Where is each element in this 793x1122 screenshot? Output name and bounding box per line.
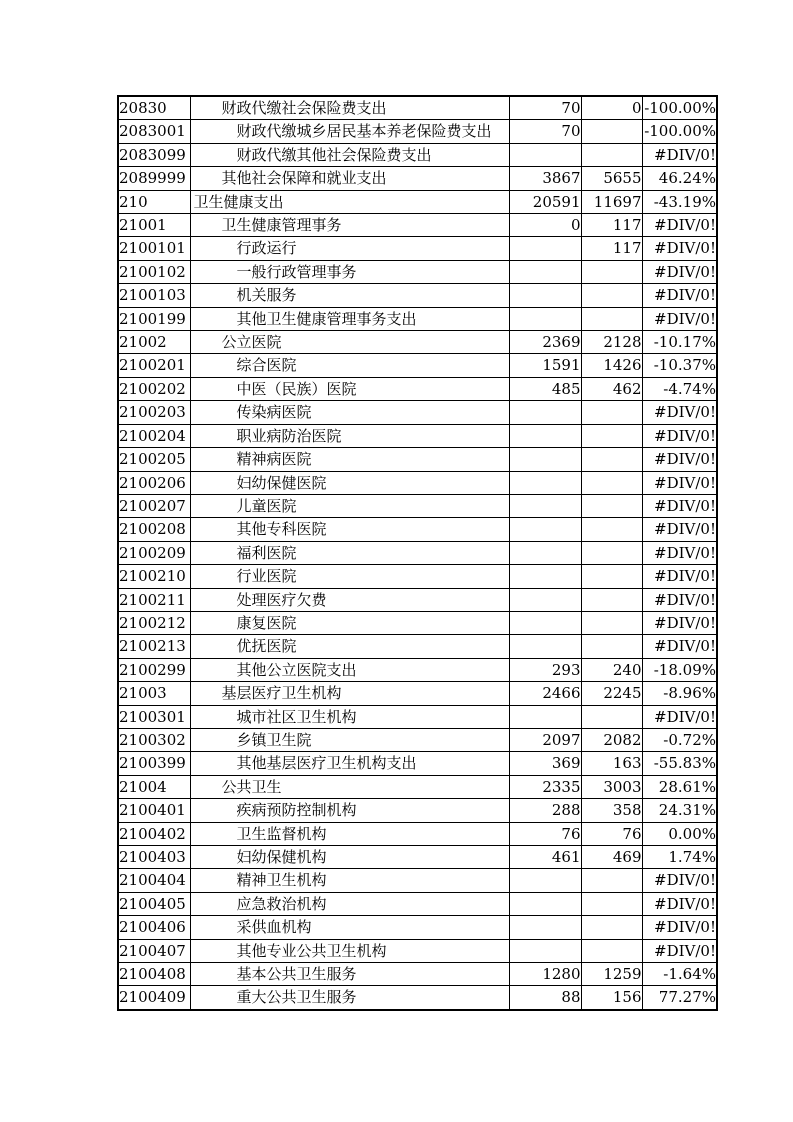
value-col2-cell — [581, 120, 642, 143]
name-cell: 职业病防治医院 — [190, 424, 509, 447]
name-cell: 福利医院 — [190, 541, 509, 564]
value-col1-cell: 70 — [509, 96, 581, 120]
table-row — [118, 190, 717, 213]
value-col2-cell: 1259 — [581, 963, 642, 986]
name-cell: 妇幼保健机构 — [190, 846, 509, 869]
change-pct-cell: #DIV/0! — [642, 494, 717, 517]
code-cell: 2100403 — [118, 846, 190, 869]
value-col1-cell: 88 — [509, 986, 581, 1010]
name-cell: 行政运行 — [190, 237, 509, 260]
budget-table — [117, 95, 718, 1011]
value-col1-cell — [509, 916, 581, 939]
code-cell: 21003 — [118, 682, 190, 705]
table-row — [118, 120, 717, 143]
code-cell: 2100406 — [118, 916, 190, 939]
change-pct-cell: -8.96% — [642, 682, 717, 705]
value-col1-cell — [509, 892, 581, 915]
table-row — [118, 728, 717, 751]
table-row — [118, 354, 717, 377]
change-pct-cell: #DIV/0! — [642, 869, 717, 892]
name-cell: 卫生健康管理事务 — [190, 214, 509, 237]
name-cell: 重大公共卫生服务 — [190, 986, 509, 1010]
value-col2-cell — [581, 424, 642, 447]
value-col1-cell — [509, 284, 581, 307]
value-col2-cell — [581, 588, 642, 611]
code-cell: 2100101 — [118, 237, 190, 260]
name-cell: 疾病预防控制机构 — [190, 799, 509, 822]
value-col1-cell: 1591 — [509, 354, 581, 377]
value-col2-cell: 469 — [581, 846, 642, 869]
change-pct-cell: #DIV/0! — [642, 916, 717, 939]
value-col2-cell: 2245 — [581, 682, 642, 705]
change-pct-cell: #DIV/0! — [642, 260, 717, 283]
value-col2-cell — [581, 705, 642, 728]
value-col1-cell — [509, 237, 581, 260]
table-row — [118, 143, 717, 166]
value-col2-cell: 117 — [581, 237, 642, 260]
value-col1-cell: 2335 — [509, 775, 581, 798]
value-col2-cell: 0 — [581, 96, 642, 120]
code-cell: 2100203 — [118, 401, 190, 424]
table-row — [118, 775, 717, 798]
value-col1-cell: 485 — [509, 377, 581, 400]
value-col2-cell — [581, 518, 642, 541]
name-cell: 儿童医院 — [190, 494, 509, 517]
code-cell: 2100302 — [118, 728, 190, 751]
table-row — [118, 96, 717, 120]
code-cell: 2100202 — [118, 377, 190, 400]
code-cell: 2100408 — [118, 963, 190, 986]
name-cell: 妇幼保健医院 — [190, 471, 509, 494]
name-cell: 其他社会保障和就业支出 — [190, 167, 509, 190]
code-cell: 2100207 — [118, 494, 190, 517]
value-col2-cell: 156 — [581, 986, 642, 1010]
value-col1-cell: 2466 — [509, 682, 581, 705]
table-row — [118, 331, 717, 354]
change-pct-cell: -1.64% — [642, 963, 717, 986]
value-col2-cell — [581, 284, 642, 307]
name-cell: 其他专科医院 — [190, 518, 509, 541]
code-cell: 21001 — [118, 214, 190, 237]
change-pct-cell: #DIV/0! — [642, 565, 717, 588]
value-col1-cell — [509, 307, 581, 330]
name-cell: 公立医院 — [190, 331, 509, 354]
table-row — [118, 167, 717, 190]
code-cell: 2089999 — [118, 167, 190, 190]
value-col1-cell — [509, 705, 581, 728]
code-cell: 2100205 — [118, 448, 190, 471]
value-col2-cell: 462 — [581, 377, 642, 400]
name-cell: 康复医院 — [190, 611, 509, 634]
code-cell: 2100404 — [118, 869, 190, 892]
table-row — [118, 705, 717, 728]
change-pct-cell: #DIV/0! — [642, 705, 717, 728]
change-pct-cell: #DIV/0! — [642, 611, 717, 634]
change-pct-cell: #DIV/0! — [642, 471, 717, 494]
value-col2-cell — [581, 401, 642, 424]
code-cell: 2100103 — [118, 284, 190, 307]
change-pct-cell: #DIV/0! — [642, 635, 717, 658]
value-col1-cell: 20591 — [509, 190, 581, 213]
change-pct-cell: -55.83% — [642, 752, 717, 775]
change-pct-cell: 77.27% — [642, 986, 717, 1010]
table-row — [118, 635, 717, 658]
value-col2-cell — [581, 143, 642, 166]
code-cell: 2100211 — [118, 588, 190, 611]
name-cell: 其他公立医院支出 — [190, 658, 509, 681]
code-cell: 2100199 — [118, 307, 190, 330]
name-cell: 中医（民族）医院 — [190, 377, 509, 400]
value-col2-cell: 5655 — [581, 167, 642, 190]
value-col2-cell — [581, 541, 642, 564]
name-cell: 基本公共卫生服务 — [190, 963, 509, 986]
change-pct-cell: 46.24% — [642, 167, 717, 190]
change-pct-cell: #DIV/0! — [642, 284, 717, 307]
value-col1-cell: 288 — [509, 799, 581, 822]
table-row — [118, 986, 717, 1010]
name-cell: 综合医院 — [190, 354, 509, 377]
name-cell: 精神卫生机构 — [190, 869, 509, 892]
change-pct-cell: #DIV/0! — [642, 892, 717, 915]
name-cell: 机关服务 — [190, 284, 509, 307]
change-pct-cell: -0.72% — [642, 728, 717, 751]
code-cell: 2100206 — [118, 471, 190, 494]
value-col1-cell: 293 — [509, 658, 581, 681]
value-col2-cell: 358 — [581, 799, 642, 822]
value-col1-cell — [509, 588, 581, 611]
value-col1-cell: 1280 — [509, 963, 581, 986]
code-cell: 2100405 — [118, 892, 190, 915]
value-col2-cell — [581, 939, 642, 962]
table-row — [118, 237, 717, 260]
value-col1-cell — [509, 424, 581, 447]
value-col1-cell: 0 — [509, 214, 581, 237]
change-pct-cell: #DIV/0! — [642, 541, 717, 564]
table-row — [118, 214, 717, 237]
table-row — [118, 799, 717, 822]
change-pct-cell: -4.74% — [642, 377, 717, 400]
change-pct-cell: 0.00% — [642, 822, 717, 845]
value-col2-cell: 11697 — [581, 190, 642, 213]
name-cell: 城市社区卫生机构 — [190, 705, 509, 728]
value-col2-cell — [581, 260, 642, 283]
name-cell: 采供血机构 — [190, 916, 509, 939]
name-cell: 财政代缴其他社会保险费支出 — [190, 143, 509, 166]
code-cell: 21002 — [118, 331, 190, 354]
value-col1-cell: 3867 — [509, 167, 581, 190]
value-col1-cell — [509, 939, 581, 962]
change-pct-cell: -10.17% — [642, 331, 717, 354]
name-cell: 卫生监督机构 — [190, 822, 509, 845]
code-cell: 2083099 — [118, 143, 190, 166]
value-col2-cell — [581, 471, 642, 494]
value-col2-cell — [581, 565, 642, 588]
value-col2-cell: 2082 — [581, 728, 642, 751]
code-cell: 2100399 — [118, 752, 190, 775]
change-pct-cell: #DIV/0! — [642, 237, 717, 260]
name-cell: 公共卫生 — [190, 775, 509, 798]
name-cell: 其他卫生健康管理事务支出 — [190, 307, 509, 330]
change-pct-cell: #DIV/0! — [642, 424, 717, 447]
value-col2-cell — [581, 448, 642, 471]
code-cell: 20830 — [118, 96, 190, 120]
change-pct-cell: 28.61% — [642, 775, 717, 798]
value-col1-cell: 2369 — [509, 331, 581, 354]
table-row — [118, 611, 717, 634]
change-pct-cell: -43.19% — [642, 190, 717, 213]
code-cell: 2100401 — [118, 799, 190, 822]
change-pct-cell: #DIV/0! — [642, 939, 717, 962]
code-cell: 2100204 — [118, 424, 190, 447]
table-row — [118, 892, 717, 915]
table-row — [118, 448, 717, 471]
table-row — [118, 307, 717, 330]
table-row — [118, 916, 717, 939]
table-row — [118, 518, 717, 541]
change-pct-cell: -100.00% — [642, 96, 717, 120]
name-cell: 乡镇卫生院 — [190, 728, 509, 751]
change-pct-cell: -10.37% — [642, 354, 717, 377]
code-cell: 210 — [118, 190, 190, 213]
code-cell: 2100301 — [118, 705, 190, 728]
code-cell: 2100409 — [118, 986, 190, 1010]
value-col2-cell — [581, 635, 642, 658]
value-col2-cell — [581, 494, 642, 517]
table-row — [118, 588, 717, 611]
value-col2-cell: 1426 — [581, 354, 642, 377]
table-row — [118, 939, 717, 962]
code-cell: 2083001 — [118, 120, 190, 143]
value-col2-cell: 2128 — [581, 331, 642, 354]
value-col2-cell: 163 — [581, 752, 642, 775]
value-col1-cell — [509, 448, 581, 471]
table-row — [118, 682, 717, 705]
value-col2-cell — [581, 916, 642, 939]
value-col1-cell — [509, 143, 581, 166]
name-cell: 财政代缴城乡居民基本养老保险费支出 — [190, 120, 509, 143]
value-col1-cell: 70 — [509, 120, 581, 143]
table-row — [118, 658, 717, 681]
table-row — [118, 846, 717, 869]
value-col1-cell: 461 — [509, 846, 581, 869]
value-col1-cell — [509, 260, 581, 283]
code-cell: 2100407 — [118, 939, 190, 962]
table-row — [118, 822, 717, 845]
name-cell: 卫生健康支出 — [190, 190, 509, 213]
code-cell: 21004 — [118, 775, 190, 798]
code-cell: 2100402 — [118, 822, 190, 845]
code-cell: 2100209 — [118, 541, 190, 564]
value-col1-cell: 76 — [509, 822, 581, 845]
value-col1-cell — [509, 541, 581, 564]
value-col1-cell — [509, 635, 581, 658]
table-row — [118, 565, 717, 588]
change-pct-cell: #DIV/0! — [642, 588, 717, 611]
change-pct-cell: #DIV/0! — [642, 143, 717, 166]
value-col2-cell — [581, 869, 642, 892]
code-cell: 2100208 — [118, 518, 190, 541]
change-pct-cell: #DIV/0! — [642, 518, 717, 541]
value-col1-cell — [509, 401, 581, 424]
name-cell: 其他专业公共卫生机构 — [190, 939, 509, 962]
code-cell: 2100201 — [118, 354, 190, 377]
table-row — [118, 541, 717, 564]
value-col1-cell: 2097 — [509, 728, 581, 751]
code-cell: 2100299 — [118, 658, 190, 681]
name-cell: 精神病医院 — [190, 448, 509, 471]
table-row — [118, 752, 717, 775]
name-cell: 行业医院 — [190, 565, 509, 588]
table-row — [118, 471, 717, 494]
name-cell: 财政代缴社会保险费支出 — [190, 96, 509, 120]
change-pct-cell: #DIV/0! — [642, 448, 717, 471]
value-col2-cell — [581, 892, 642, 915]
table-row — [118, 401, 717, 424]
table-row — [118, 424, 717, 447]
name-cell: 处理医疗欠费 — [190, 588, 509, 611]
name-cell: 其他基层医疗卫生机构支出 — [190, 752, 509, 775]
code-cell: 2100102 — [118, 260, 190, 283]
value-col2-cell: 240 — [581, 658, 642, 681]
table-row — [118, 284, 717, 307]
value-col1-cell: 369 — [509, 752, 581, 775]
name-cell: 应急救治机构 — [190, 892, 509, 915]
code-cell: 2100213 — [118, 635, 190, 658]
name-cell: 优抚医院 — [190, 635, 509, 658]
change-pct-cell: -18.09% — [642, 658, 717, 681]
name-cell: 基层医疗卫生机构 — [190, 682, 509, 705]
change-pct-cell: 1.74% — [642, 846, 717, 869]
table-row — [118, 869, 717, 892]
change-pct-cell: #DIV/0! — [642, 401, 717, 424]
value-col1-cell — [509, 869, 581, 892]
value-col2-cell: 76 — [581, 822, 642, 845]
code-cell: 2100212 — [118, 611, 190, 634]
value-col2-cell — [581, 611, 642, 634]
table-row — [118, 377, 717, 400]
table-row — [118, 260, 717, 283]
value-col1-cell — [509, 494, 581, 517]
name-cell: 传染病医院 — [190, 401, 509, 424]
value-col2-cell: 117 — [581, 214, 642, 237]
table-row — [118, 494, 717, 517]
value-col1-cell — [509, 471, 581, 494]
table-row — [118, 963, 717, 986]
value-col2-cell: 3003 — [581, 775, 642, 798]
change-pct-cell: #DIV/0! — [642, 307, 717, 330]
value-col1-cell — [509, 611, 581, 634]
change-pct-cell: 24.31% — [642, 799, 717, 822]
value-col1-cell — [509, 565, 581, 588]
code-cell: 2100210 — [118, 565, 190, 588]
change-pct-cell: #DIV/0! — [642, 214, 717, 237]
value-col2-cell — [581, 307, 642, 330]
name-cell: 一般行政管理事务 — [190, 260, 509, 283]
value-col1-cell — [509, 518, 581, 541]
change-pct-cell: -100.00% — [642, 120, 717, 143]
